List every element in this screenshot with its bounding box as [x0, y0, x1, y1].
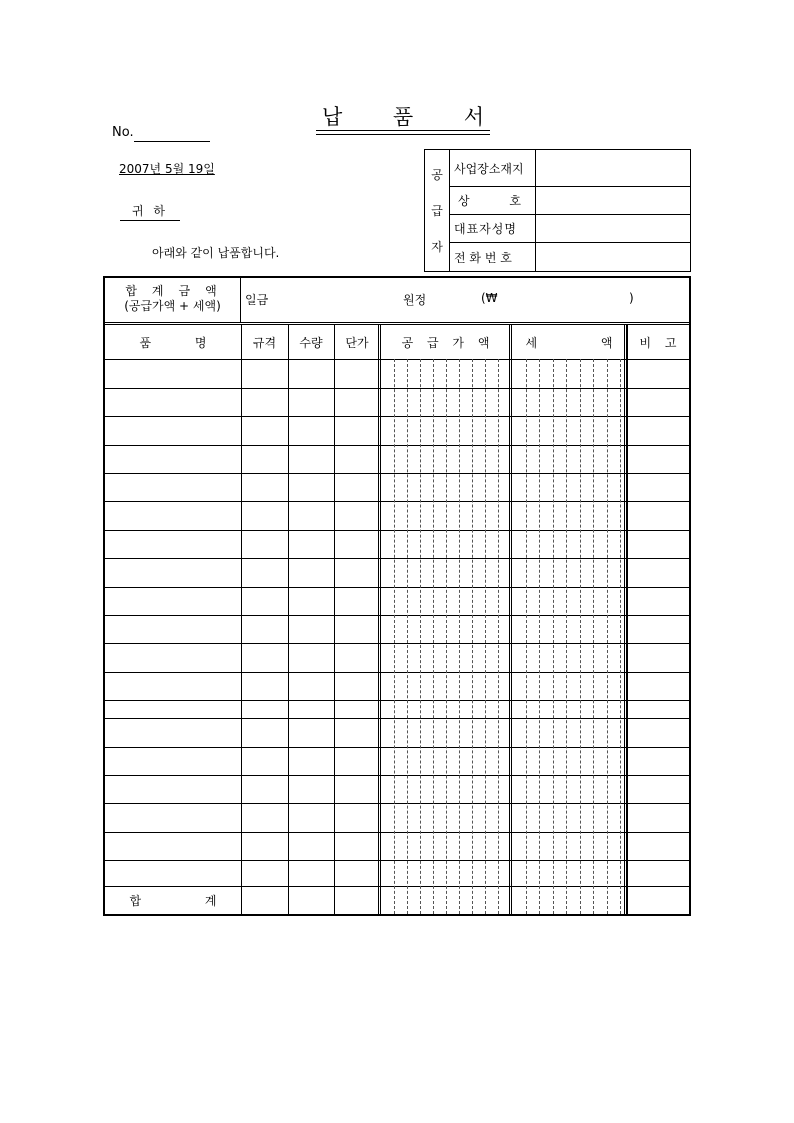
- column-divider: [334, 325, 335, 914]
- digit-guide-line: [539, 359, 540, 914]
- title-char-2: 품: [392, 105, 414, 129]
- row-divider: [105, 587, 689, 588]
- digit-guide-line: [498, 359, 499, 914]
- supplier-company-label-text: 상 호: [458, 194, 521, 208]
- supplier-row-company: [450, 187, 690, 215]
- digit-guide-line: [394, 359, 395, 914]
- supplier-side-char: 공: [431, 167, 443, 182]
- header-spec: 규격: [252, 335, 277, 350]
- digit-guide-line: [446, 359, 447, 914]
- row-divider: [105, 359, 689, 360]
- row-divider: [105, 775, 689, 776]
- header-note-text: 비 고: [639, 335, 677, 350]
- column-divider: [241, 325, 242, 914]
- supplier-representative-label: 대표자성명: [450, 215, 536, 242]
- supplier-phone-value[interactable]: [536, 243, 690, 271]
- row-divider: [105, 747, 689, 748]
- title-char-1: 납: [322, 105, 343, 129]
- total-amount-label: [105, 278, 241, 322]
- header-tax-text: 세 액: [525, 335, 613, 350]
- digit-guide-line: [433, 359, 434, 914]
- title-char-3: 서: [463, 105, 484, 129]
- row-divider: [105, 473, 689, 474]
- supplier-row-address: [450, 150, 690, 187]
- title-underline-top: [316, 130, 490, 131]
- row-divider: [105, 718, 689, 719]
- header-supply-amount-text: 공 급 가 액: [401, 335, 490, 350]
- digit-guide-line: [607, 359, 608, 914]
- supplier-side-label: [425, 150, 450, 271]
- row-divider: [105, 501, 689, 502]
- double-column-divider: [509, 325, 512, 914]
- title-underline-bottom: [316, 134, 490, 135]
- supplier-box: [424, 149, 691, 272]
- row-divider: [105, 643, 689, 644]
- double-column-divider: [378, 325, 381, 914]
- total-currency-open: (₩: [481, 291, 498, 305]
- row-divider: [105, 615, 689, 616]
- digit-guide-line: [620, 359, 621, 914]
- supplier-address-value[interactable]: [536, 150, 690, 186]
- row-divider: [105, 388, 689, 389]
- item-grid: [105, 325, 689, 914]
- row-divider: [105, 416, 689, 417]
- digit-guide-line: [566, 359, 567, 914]
- total-amount-label-sub: (공급가액 + 세액): [124, 299, 221, 313]
- row-divider: [105, 672, 689, 673]
- digit-guide-line: [407, 359, 408, 914]
- digit-guide-line: [526, 359, 527, 914]
- supplier-side-char: 자: [431, 240, 443, 255]
- column-divider: [627, 325, 628, 914]
- row-divider: [105, 860, 689, 861]
- addressee-label: 귀 하: [120, 202, 180, 221]
- supplier-row-phone: [450, 243, 690, 271]
- digit-guide-line: [472, 359, 473, 914]
- total-suffix: 원정: [403, 293, 427, 307]
- total-amount-row: [105, 278, 689, 325]
- header-item-name: [105, 325, 241, 359]
- greeting-text: 아래와 같이 납품합니다.: [152, 246, 280, 260]
- total-amount-label-main: 합계금액: [125, 284, 232, 298]
- row-divider: [105, 886, 689, 887]
- supplier-side-char: 급: [431, 203, 443, 218]
- footer-total-label-text: 합 계: [129, 893, 217, 908]
- column-divider: [288, 325, 289, 914]
- row-divider: [105, 700, 689, 701]
- row-divider: [105, 445, 689, 446]
- header-unit-price: 단가: [345, 335, 369, 350]
- document-number-line: [134, 141, 210, 142]
- row-divider: [105, 832, 689, 833]
- digit-guide-line: [593, 359, 594, 914]
- row-divider: [105, 558, 689, 559]
- supplier-row-representative: [450, 215, 690, 243]
- total-currency-close: ): [629, 291, 634, 305]
- digit-guide-line: [580, 359, 581, 914]
- document-number-label: No.: [112, 125, 134, 140]
- digit-guide-line: [459, 359, 460, 914]
- supplier-representative-value[interactable]: [536, 215, 690, 242]
- header-note: [627, 325, 689, 359]
- delivery-table: [103, 276, 691, 916]
- header-quantity: 수량: [299, 335, 323, 350]
- digit-guide-line: [553, 359, 554, 914]
- supplier-phone-label: 전 화 번 호: [450, 243, 536, 271]
- header-supply-amount: [380, 325, 511, 359]
- document-title: [316, 102, 490, 130]
- digit-guide-line: [485, 359, 486, 914]
- digit-guide-line: [420, 359, 421, 914]
- issue-date: 2007년 5월 19일: [119, 162, 215, 176]
- row-divider: [105, 803, 689, 804]
- supplier-address-label: 사업장소재지: [450, 150, 536, 186]
- footer-total-label: [105, 886, 241, 914]
- row-divider: [105, 530, 689, 531]
- total-prefix: 일금: [245, 293, 269, 307]
- header-item-name-text: 품 명: [139, 335, 207, 350]
- supplier-company-value[interactable]: [536, 187, 690, 214]
- supplier-company-label: [450, 187, 536, 214]
- double-column-divider: [624, 325, 627, 914]
- header-tax: [511, 325, 627, 359]
